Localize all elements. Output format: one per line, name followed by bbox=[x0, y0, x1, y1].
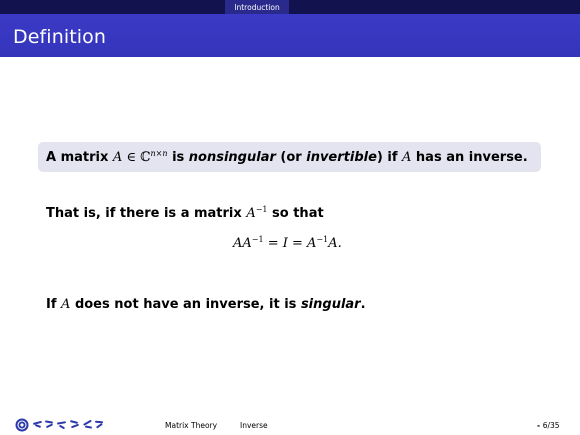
singular-text: If A does not have an inverse, it is singular. bbox=[46, 297, 366, 312]
inverse-equation: $AA^{-1} = I = A^{-1}A$. bbox=[233, 235, 342, 251]
university-emblem-icon bbox=[14, 417, 106, 433]
section-navigation-bar bbox=[0, 0, 580, 14]
footer-page-number: - 6/35 bbox=[537, 421, 560, 430]
footer-topic: Inverse bbox=[240, 421, 268, 430]
term-nonsingular: nonsingular bbox=[188, 150, 276, 165]
university-logo bbox=[14, 417, 106, 433]
that-is-text: That is, if there is a matrix $A^{-1}$ so that bbox=[46, 205, 324, 221]
definition-text: A matrix A ∈ ℂ$^{n\times n}$ is nonsingular (or invertible) if A has an inverse. bbox=[46, 149, 528, 165]
term-singular: singular bbox=[300, 297, 361, 312]
section-tab-introduction[interactable]: Introduction bbox=[225, 0, 289, 14]
term-invertible: invertible bbox=[306, 150, 377, 165]
math-a: A bbox=[112, 150, 123, 165]
footer-course-title: Matrix Theory bbox=[165, 421, 218, 430]
frame-title: Definition bbox=[13, 26, 107, 48]
